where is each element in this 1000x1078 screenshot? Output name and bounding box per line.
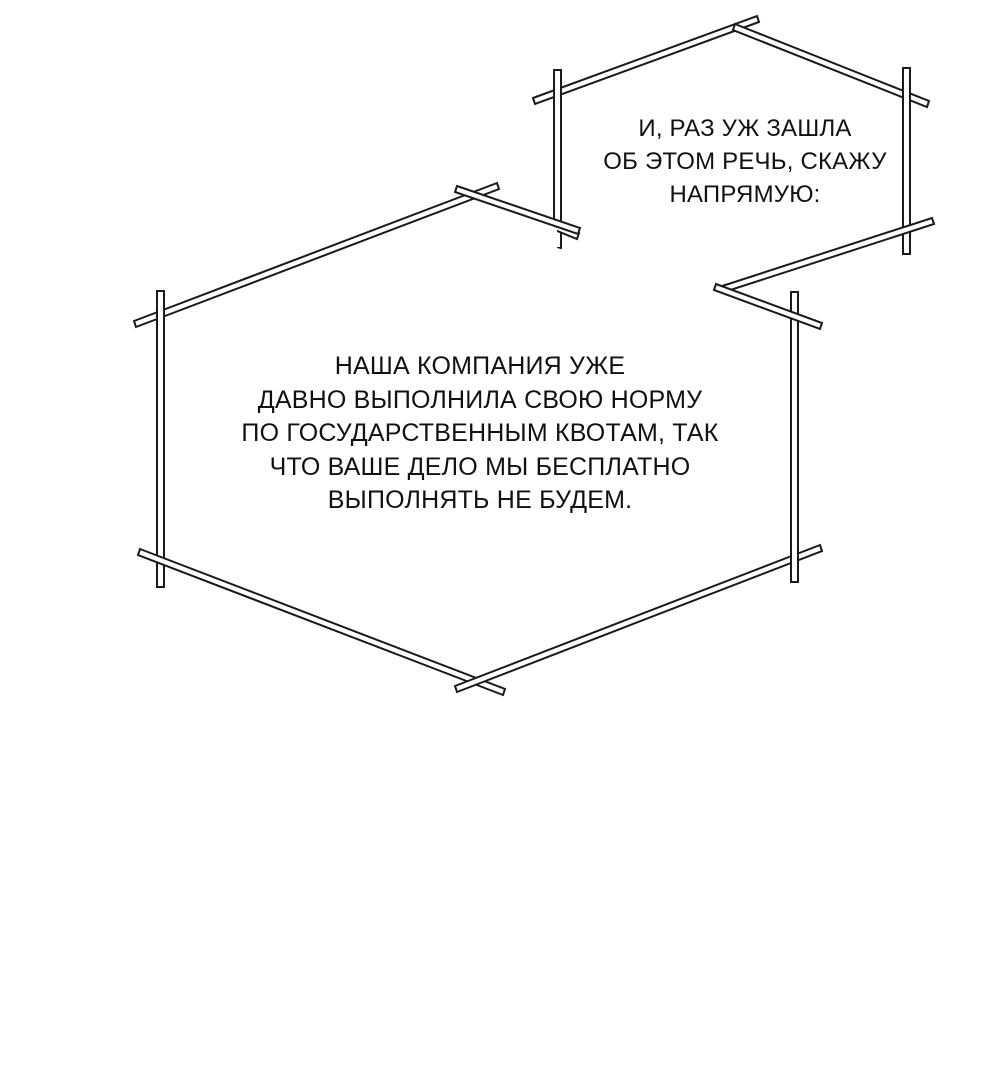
top-caption-line-3: НАПРЯМУЮ: <box>669 181 821 208</box>
main-caption-line-4: ЧТО ВАШЕ ДЕЛО МЫ БЕСПЛАТНО <box>269 452 691 481</box>
main-caption-line-1: НАША КОМПАНИЯ УЖЕ <box>334 352 626 380</box>
main-caption-line-3: ПО ГОСУДАРСТВЕННЫМ КВОТАМ, ТАК <box>241 419 719 447</box>
main-caption-line-2: ДАВНО ВЫПОЛНИЛА СВОЮ НОРМУ <box>257 385 703 414</box>
main-caption-text <box>190 350 770 518</box>
top-caption-line-1: И, РАЗ УЖ ЗАШЛА <box>638 115 852 142</box>
main-caption-line-5: ВЫПОЛНЯТЬ НЕ БУДЕМ. <box>327 486 633 514</box>
top-caption-line-2: ОБ ЭТОМ РЕЧЬ, СКАЖУ <box>603 148 887 175</box>
top-caption-text <box>560 112 930 211</box>
